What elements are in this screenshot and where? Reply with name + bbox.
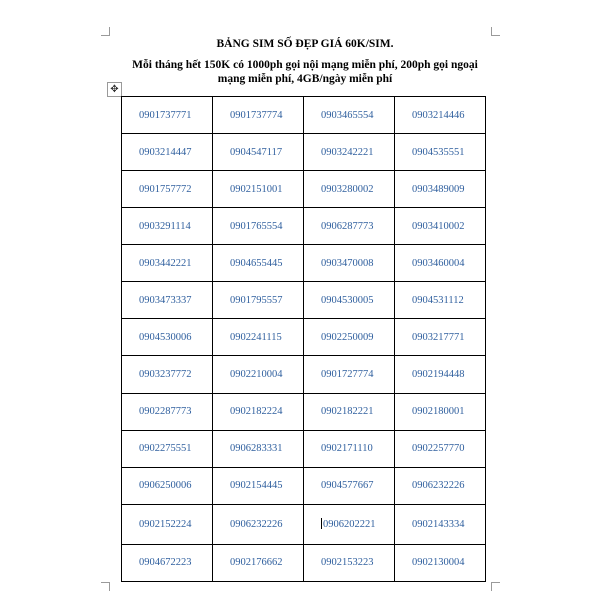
sim-number: 0904655445 — [230, 257, 283, 269]
table-cell[interactable] — [395, 544, 486, 581]
document-title: BẢNG SIM SỐ ĐẸP GIÁ 60K/SIM. — [216, 38, 394, 50]
sim-number: 0902130004 — [412, 557, 465, 569]
sim-number: 0903489009 — [412, 183, 465, 195]
sim-number: 0901765554 — [230, 220, 283, 232]
sim-price-table — [121, 96, 486, 582]
table-cell[interactable] — [213, 467, 304, 504]
table-row — [122, 544, 486, 581]
table-cell[interactable] — [304, 356, 395, 393]
sim-number: 0902153223 — [321, 557, 374, 569]
table-cell[interactable] — [122, 430, 213, 467]
sim-number: 0902171110 — [321, 443, 373, 455]
table-cell[interactable] — [304, 544, 395, 581]
table-cell[interactable] — [395, 134, 486, 171]
sim-number: 0906250006 — [139, 480, 192, 492]
table-cell[interactable] — [395, 430, 486, 467]
sim-number: 0903214446 — [412, 109, 465, 121]
table-row — [122, 393, 486, 430]
table-cell[interactable] — [395, 208, 486, 245]
table-cell[interactable] — [122, 393, 213, 430]
table-row — [122, 504, 486, 544]
sim-number: 0904530006 — [139, 331, 192, 343]
table-cell[interactable] — [213, 245, 304, 282]
table-cell[interactable] — [395, 97, 486, 134]
sim-number: 0904547117 — [230, 146, 283, 158]
table-cell[interactable] — [122, 467, 213, 504]
table-cell[interactable] — [122, 134, 213, 171]
table-cell[interactable] — [304, 97, 395, 134]
table-cell[interactable] — [395, 245, 486, 282]
sim-number: 0903291114 — [139, 220, 191, 232]
text-cursor — [321, 518, 322, 529]
table-cell[interactable] — [213, 544, 304, 581]
table-cell[interactable] — [213, 171, 304, 208]
table-cell[interactable] — [395, 504, 486, 544]
sim-number: 0903465554 — [321, 109, 374, 121]
table-cell[interactable] — [213, 430, 304, 467]
table-row — [122, 467, 486, 504]
table-cell[interactable] — [395, 171, 486, 208]
table-row — [122, 430, 486, 467]
table-cell[interactable] — [395, 282, 486, 319]
sim-number: 0906283331 — [230, 443, 283, 455]
sim-number: 0902241115 — [230, 331, 282, 343]
table-cell[interactable] — [213, 97, 304, 134]
page-corner-mark-top-right — [491, 27, 500, 36]
table-row — [122, 97, 486, 134]
table-cell[interactable] — [122, 97, 213, 134]
table-cell[interactable] — [395, 393, 486, 430]
table-cell[interactable] — [304, 245, 395, 282]
table-cell[interactable] — [122, 282, 213, 319]
sim-number: 0902152224 — [139, 518, 192, 530]
sim-number: 0902257770 — [412, 443, 465, 455]
document-subtitle: Mỗi tháng hết 150K có 1000ph gọi nội mạng miễn phí, 200ph gọi ngoại mạng miễn phí, 4GB/ngày miễn phí — [132, 59, 478, 85]
table-cell[interactable] — [213, 393, 304, 430]
sim-number: 0902210004 — [230, 368, 283, 380]
sim-number: 0901737771 — [139, 109, 192, 121]
sim-number: 0902151001 — [230, 183, 283, 195]
sim-number: 0903242221 — [321, 146, 374, 158]
sim-number: 0903217771 — [412, 331, 465, 343]
table-cell[interactable] — [122, 208, 213, 245]
sim-number: 0902154445 — [230, 480, 283, 492]
table-cell[interactable] — [213, 504, 304, 544]
table-cell[interactable] — [122, 544, 213, 581]
table-cell[interactable] — [395, 356, 486, 393]
table-cell[interactable] — [122, 319, 213, 356]
sim-number: 0903460004 — [412, 257, 465, 269]
table-cell[interactable] — [213, 319, 304, 356]
sim-number: 0902143334 — [412, 518, 465, 530]
table-cell[interactable] — [304, 504, 395, 544]
sim-number: 0902182224 — [230, 406, 283, 418]
table-cell[interactable] — [304, 171, 395, 208]
sim-number: 0901757772 — [139, 183, 192, 195]
sim-number: 0904577667 — [321, 480, 374, 492]
page-corner-mark-bottom-right — [491, 582, 500, 591]
sim-number: 0902287773 — [139, 406, 192, 418]
table-cell[interactable] — [304, 467, 395, 504]
table-cell[interactable] — [122, 171, 213, 208]
table-row — [122, 282, 486, 319]
sim-number: 0904530005 — [321, 294, 374, 306]
table-cell[interactable] — [213, 208, 304, 245]
table-cell[interactable] — [395, 319, 486, 356]
sim-number: 0902275551 — [139, 443, 192, 455]
table-cell[interactable] — [213, 134, 304, 171]
sim-number: 0906202221 — [323, 519, 376, 531]
table-row — [122, 134, 486, 171]
sim-number: 0906287773 — [321, 220, 374, 232]
table-row — [122, 319, 486, 356]
table-cell[interactable] — [304, 134, 395, 171]
table-cell[interactable] — [213, 282, 304, 319]
sim-number: 0903214447 — [139, 146, 192, 158]
sim-number: 0904531112 — [412, 294, 464, 306]
table-row — [122, 245, 486, 282]
table-cell[interactable] — [304, 393, 395, 430]
sim-number: 0903280002 — [321, 183, 374, 195]
sim-number: 0902182221 — [321, 406, 374, 418]
sim-number: 0903410002 — [412, 220, 465, 232]
sim-number: 0901737774 — [230, 109, 283, 121]
sim-number: 0903470008 — [321, 257, 374, 269]
sim-number: 0906232226 — [412, 480, 465, 492]
table-move-handle-icon[interactable]: ✥ — [107, 82, 122, 97]
table-cell[interactable] — [122, 504, 213, 544]
table-cell[interactable] — [122, 245, 213, 282]
sim-number: 0903473337 — [139, 294, 192, 306]
table-row — [122, 171, 486, 208]
sim-number: 0904535551 — [412, 146, 465, 158]
sim-number: 0902176662 — [230, 557, 283, 569]
table-cell[interactable] — [304, 430, 395, 467]
table-cell[interactable] — [304, 319, 395, 356]
table-cell[interactable] — [304, 208, 395, 245]
sim-number: 0903442221 — [139, 257, 192, 269]
sim-number: 0904672223 — [139, 557, 192, 569]
sim-number: 0906232226 — [230, 518, 283, 530]
sim-number: 0901727774 — [321, 368, 374, 380]
table-row — [122, 208, 486, 245]
table-cell[interactable] — [122, 356, 213, 393]
table-cell[interactable] — [395, 467, 486, 504]
sim-table-body — [122, 97, 486, 582]
sim-number: 0901795557 — [230, 294, 283, 306]
sim-number: 0902180001 — [412, 406, 465, 418]
page-corner-mark-bottom-left — [101, 582, 110, 591]
sim-number: 0903237772 — [139, 368, 192, 380]
sim-number: 0902194448 — [412, 368, 465, 380]
table-row — [122, 356, 486, 393]
table-cell[interactable] — [304, 282, 395, 319]
sim-number: 0902250009 — [321, 331, 374, 343]
table-cell[interactable] — [213, 356, 304, 393]
page-corner-mark-top-left — [101, 27, 110, 36]
